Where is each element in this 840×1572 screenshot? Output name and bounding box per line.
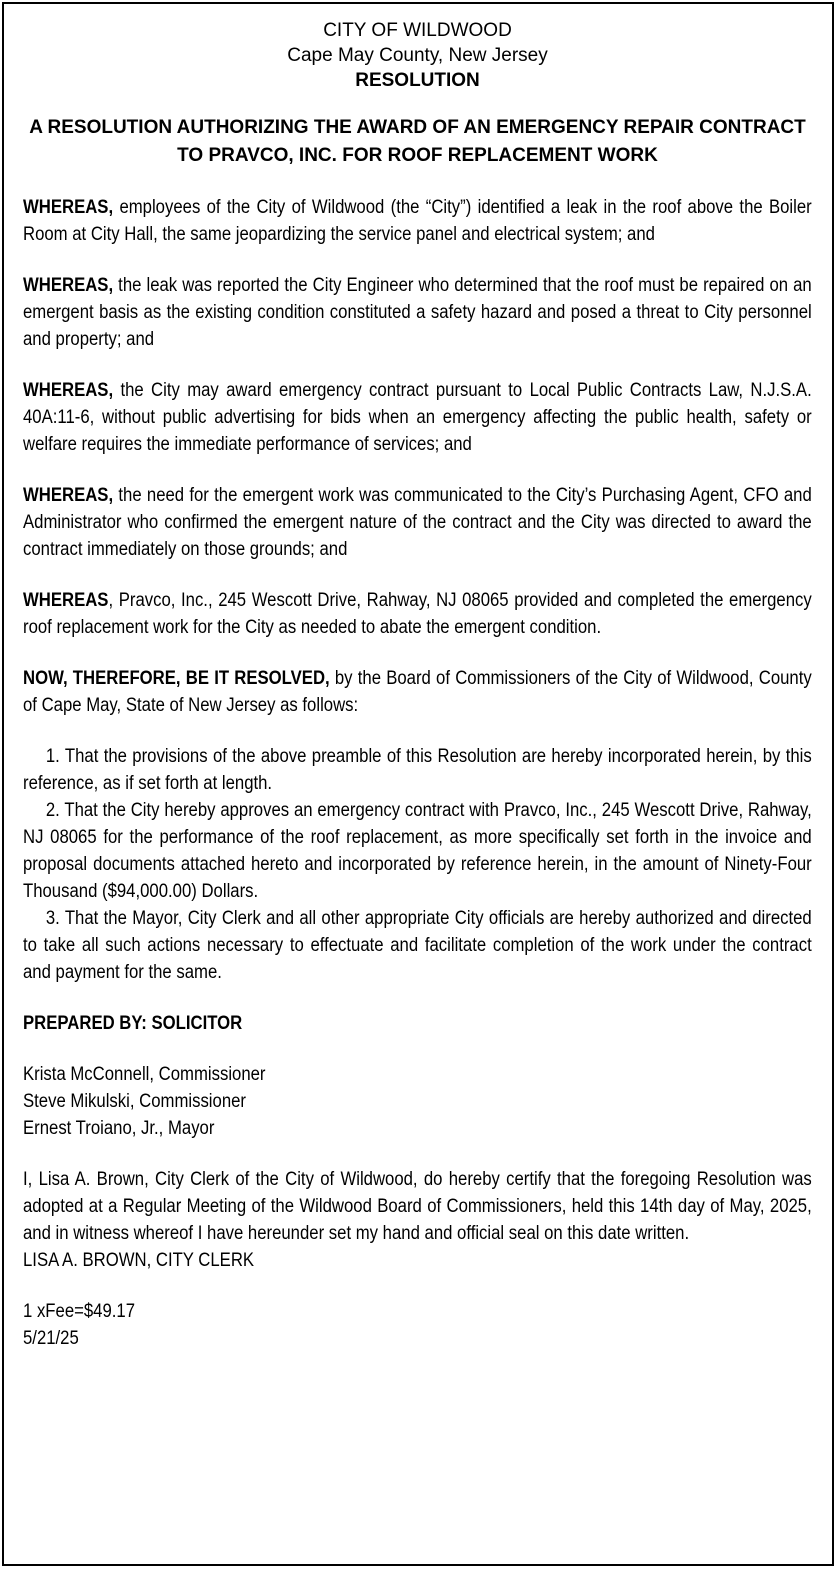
certification-text: I, Lisa A. Brown, City Clerk of the City of Wildwood, do hereby certify that the foregoing Resolution was adopted at a Regular Meeting of the Wildwood Board of Commissioners, held this 14th day of May, 2025, and in witness whereof I have hereunder set my hand and official seal on this date written.	[23, 1169, 812, 1244]
whereas-text: the leak was reported the City Engineer who determined that the roof must be repaired on an emergent basis as the existing condition constituted a safety hazard and posed a threat to City personnel and property; and	[23, 275, 812, 350]
whereas-lead: WHEREAS,	[23, 197, 114, 218]
whereas-lead: WHEREAS	[23, 590, 109, 611]
resolved-clause	[23, 665, 812, 719]
resolution-title: A RESOLUTION AUTHORIZING THE AWARD OF AN EMERGENCY REPAIR CONTRACT TO PRAVCO, INC. FOR ROOF REPLACEMENT WORK	[29, 117, 806, 166]
fee-amount: 1 xFee=$49.17	[23, 1301, 136, 1322]
clerk-certification	[23, 1166, 812, 1274]
resolution-items	[23, 743, 812, 986]
whereas-clause-5	[23, 587, 812, 641]
signatory: Krista McConnell, Commissioner	[23, 1064, 266, 1085]
whereas-lead: WHEREAS,	[23, 275, 114, 296]
whereas-text: the City may award emergency contract pursuant to Local Public Contracts Law, N.J.S.A. 40A:11-6, without public advertising for bids when an emergency affecting the public health, safety or welfare requires the immediate performance of services; and	[23, 380, 812, 455]
whereas-clause-4	[23, 482, 812, 563]
fee-block	[23, 1298, 812, 1352]
prepared-by: PREPARED BY: SOLICITOR	[23, 1013, 243, 1034]
city-name: CITY OF WILDWOOD	[323, 20, 512, 41]
whereas-clause-3	[23, 377, 812, 458]
signatory: Ernest Troiano, Jr., Mayor	[23, 1118, 215, 1139]
resolved-text: by the Board of Commissioners of the City of Wildwood, County of Cape May, State of New Jersey as follows:	[23, 668, 812, 716]
whereas-clause-2	[23, 272, 812, 353]
county-name: Cape May County, New Jersey	[287, 45, 548, 66]
resolved-lead: NOW, THEREFORE, BE IT RESOLVED,	[23, 668, 330, 689]
document-type: RESOLUTION	[355, 70, 480, 91]
resolution-item-3: 3. That the Mayor, City Clerk and all other appropriate City officials are hereby authorized and directed to take all such actions necessary to effectuate and facilitate completion of the work under the contract and payment for the same.	[23, 908, 812, 983]
whereas-lead: WHEREAS,	[23, 485, 114, 506]
whereas-text: , Pravco, Inc., 245 Wescott Drive, Rahway, NJ 08065 provided and completed the emergency roof replacement work for the City as needed to abate the emergent condition.	[23, 590, 812, 638]
resolution-item-2: 2. That the City hereby approves an emergency contract with Pravco, Inc., 245 Wescott Drive, Rahway, NJ 08065 for the performance of the roof replacement, as more specifically set forth in the invoice and proposal documents attached hereto and incorporated by reference herein, in the amount of Ninety-Four Thousand ($94,000.00) Dollars.	[23, 800, 812, 902]
clerk-name: LISA A. BROWN, CITY CLERK	[23, 1250, 255, 1271]
whereas-text: employees of the City of Wildwood (the “City”) identified a leak in the roof above the Boiler Room at City Hall, the same jeopardizing the service panel and electrical system; and	[23, 197, 812, 245]
publication-date: 5/21/25	[23, 1328, 79, 1349]
whereas-text: the need for the emergent work was communicated to the City’s Purchasing Agent, CFO and Administrator who confirmed the emergent nature of the contract and the City was directed to award the contract immediately on those grounds; and	[23, 485, 812, 560]
signatory: Steve Mikulski, Commissioner	[23, 1091, 246, 1112]
signatories	[23, 1061, 812, 1142]
whereas-lead: WHEREAS,	[23, 380, 114, 401]
resolution-item-1: 1. That the provisions of the above preamble of this Resolution are hereby incorporated herein, by this reference, as if set forth at length.	[23, 746, 812, 794]
legal-notice	[2, 2, 834, 1566]
whereas-clause-1	[23, 194, 812, 248]
